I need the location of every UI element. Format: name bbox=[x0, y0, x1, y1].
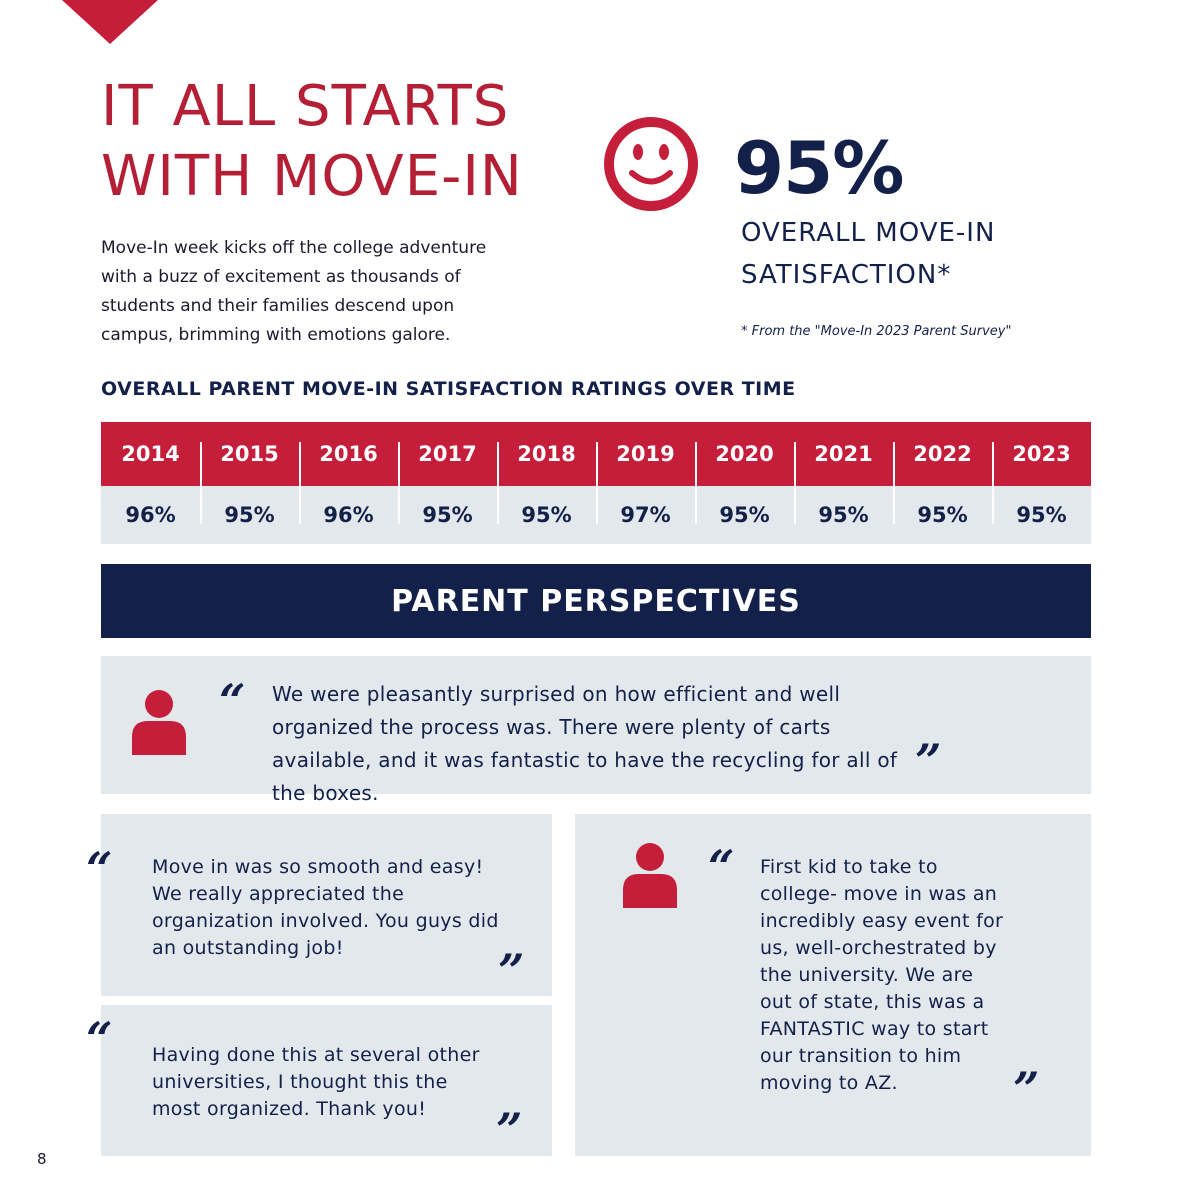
close-quote-mark: ” bbox=[915, 734, 942, 788]
ratings-table bbox=[101, 422, 1091, 544]
rating-value-cell: 96% bbox=[125, 503, 176, 527]
quote-card bbox=[101, 656, 1091, 805]
page-title bbox=[101, 72, 523, 212]
open-quote-mark: “ bbox=[86, 1012, 113, 1066]
parent-perspectives-heading: PARENT PERSPECTIVES bbox=[391, 583, 801, 619]
smiley-face-icon bbox=[603, 116, 699, 212]
quote-card bbox=[575, 814, 1091, 1156]
quote-text: Move in was so smooth and easy! We really appreciated the organization involved. You guys did an outstanding job! bbox=[152, 856, 499, 959]
rating-value-cell: 96% bbox=[299, 486, 398, 544]
rating-value-cell: 95% bbox=[992, 486, 1091, 544]
rating-value-cell: 95% bbox=[794, 486, 893, 544]
survey-footnote: * From the "Move-In 2023 Parent Survey" bbox=[741, 324, 1012, 339]
close-quote-mark: ” bbox=[496, 1103, 523, 1157]
person-icon bbox=[132, 689, 186, 755]
ratings-heading: OVERALL PARENT MOVE-IN SATISFACTION RATINGS OVER TIME bbox=[101, 378, 796, 400]
satisfaction-percentage: 95% bbox=[734, 126, 904, 210]
parent-perspectives-banner bbox=[101, 564, 1091, 638]
intro-paragraph: Move-In week kicks off the college adventure with a buzz of excitement as thousands of students and their families descend upon campus, brimming with emotions galore. bbox=[101, 238, 487, 345]
rating-value-cell: 95% bbox=[200, 486, 299, 544]
satisfaction-label-line-2: SATISFACTION* bbox=[741, 260, 952, 290]
year-cell: 2015 bbox=[200, 422, 299, 486]
year-cell: 2022 bbox=[893, 422, 992, 486]
rating-value-cell: 95% bbox=[398, 486, 497, 544]
year-cell: 2019 bbox=[596, 422, 695, 486]
year-cell: 2020 bbox=[695, 422, 794, 486]
corner-triangle-decoration bbox=[62, 0, 158, 44]
page-number: 8 bbox=[37, 1150, 47, 1168]
quote-text: Having done this at several other universities, I thought this the most organized. Thank you! bbox=[152, 1044, 480, 1120]
year-cell: 2014 bbox=[121, 442, 180, 466]
quote-text: We were pleasantly surprised on how efficient and well organized the process was. There were plenty of carts available, and it was fantastic to have the recycling for all of the boxes. bbox=[272, 682, 898, 805]
quote-card bbox=[101, 1005, 552, 1156]
year-cell: 2021 bbox=[794, 422, 893, 486]
close-quote-mark: ” bbox=[498, 944, 525, 998]
title-line-2: WITH MOVE-IN bbox=[101, 144, 523, 209]
year-cell: 2017 bbox=[398, 422, 497, 486]
year-cell: 2018 bbox=[497, 422, 596, 486]
close-quote-mark: ” bbox=[1013, 1062, 1040, 1116]
rating-value-cell: 95% bbox=[893, 486, 992, 544]
quote-text: First kid to take to college- move in was an incredibly easy event for us, well-orchestrated by the university. We are out of state, this was a FANTASTIC way to start our transition to him moving to AZ. bbox=[760, 856, 1004, 1094]
ratings-year-row bbox=[101, 422, 1091, 486]
year-cell: 2023 bbox=[992, 422, 1091, 486]
rating-value-cell: 95% bbox=[497, 486, 596, 544]
satisfaction-label bbox=[741, 212, 995, 296]
open-quote-mark: “ bbox=[708, 840, 735, 894]
open-quote-mark: “ bbox=[86, 842, 113, 896]
person-icon bbox=[623, 842, 677, 908]
ratings-value-row bbox=[101, 486, 1091, 544]
open-quote-mark: “ bbox=[219, 674, 246, 728]
quote-card bbox=[101, 814, 552, 996]
rating-value-cell: 95% bbox=[695, 486, 794, 544]
year-cell: 2016 bbox=[299, 422, 398, 486]
rating-value-cell: 97% bbox=[596, 486, 695, 544]
title-line-1: IT ALL STARTS bbox=[101, 74, 510, 139]
satisfaction-label-line-1: OVERALL MOVE-IN bbox=[741, 218, 996, 248]
